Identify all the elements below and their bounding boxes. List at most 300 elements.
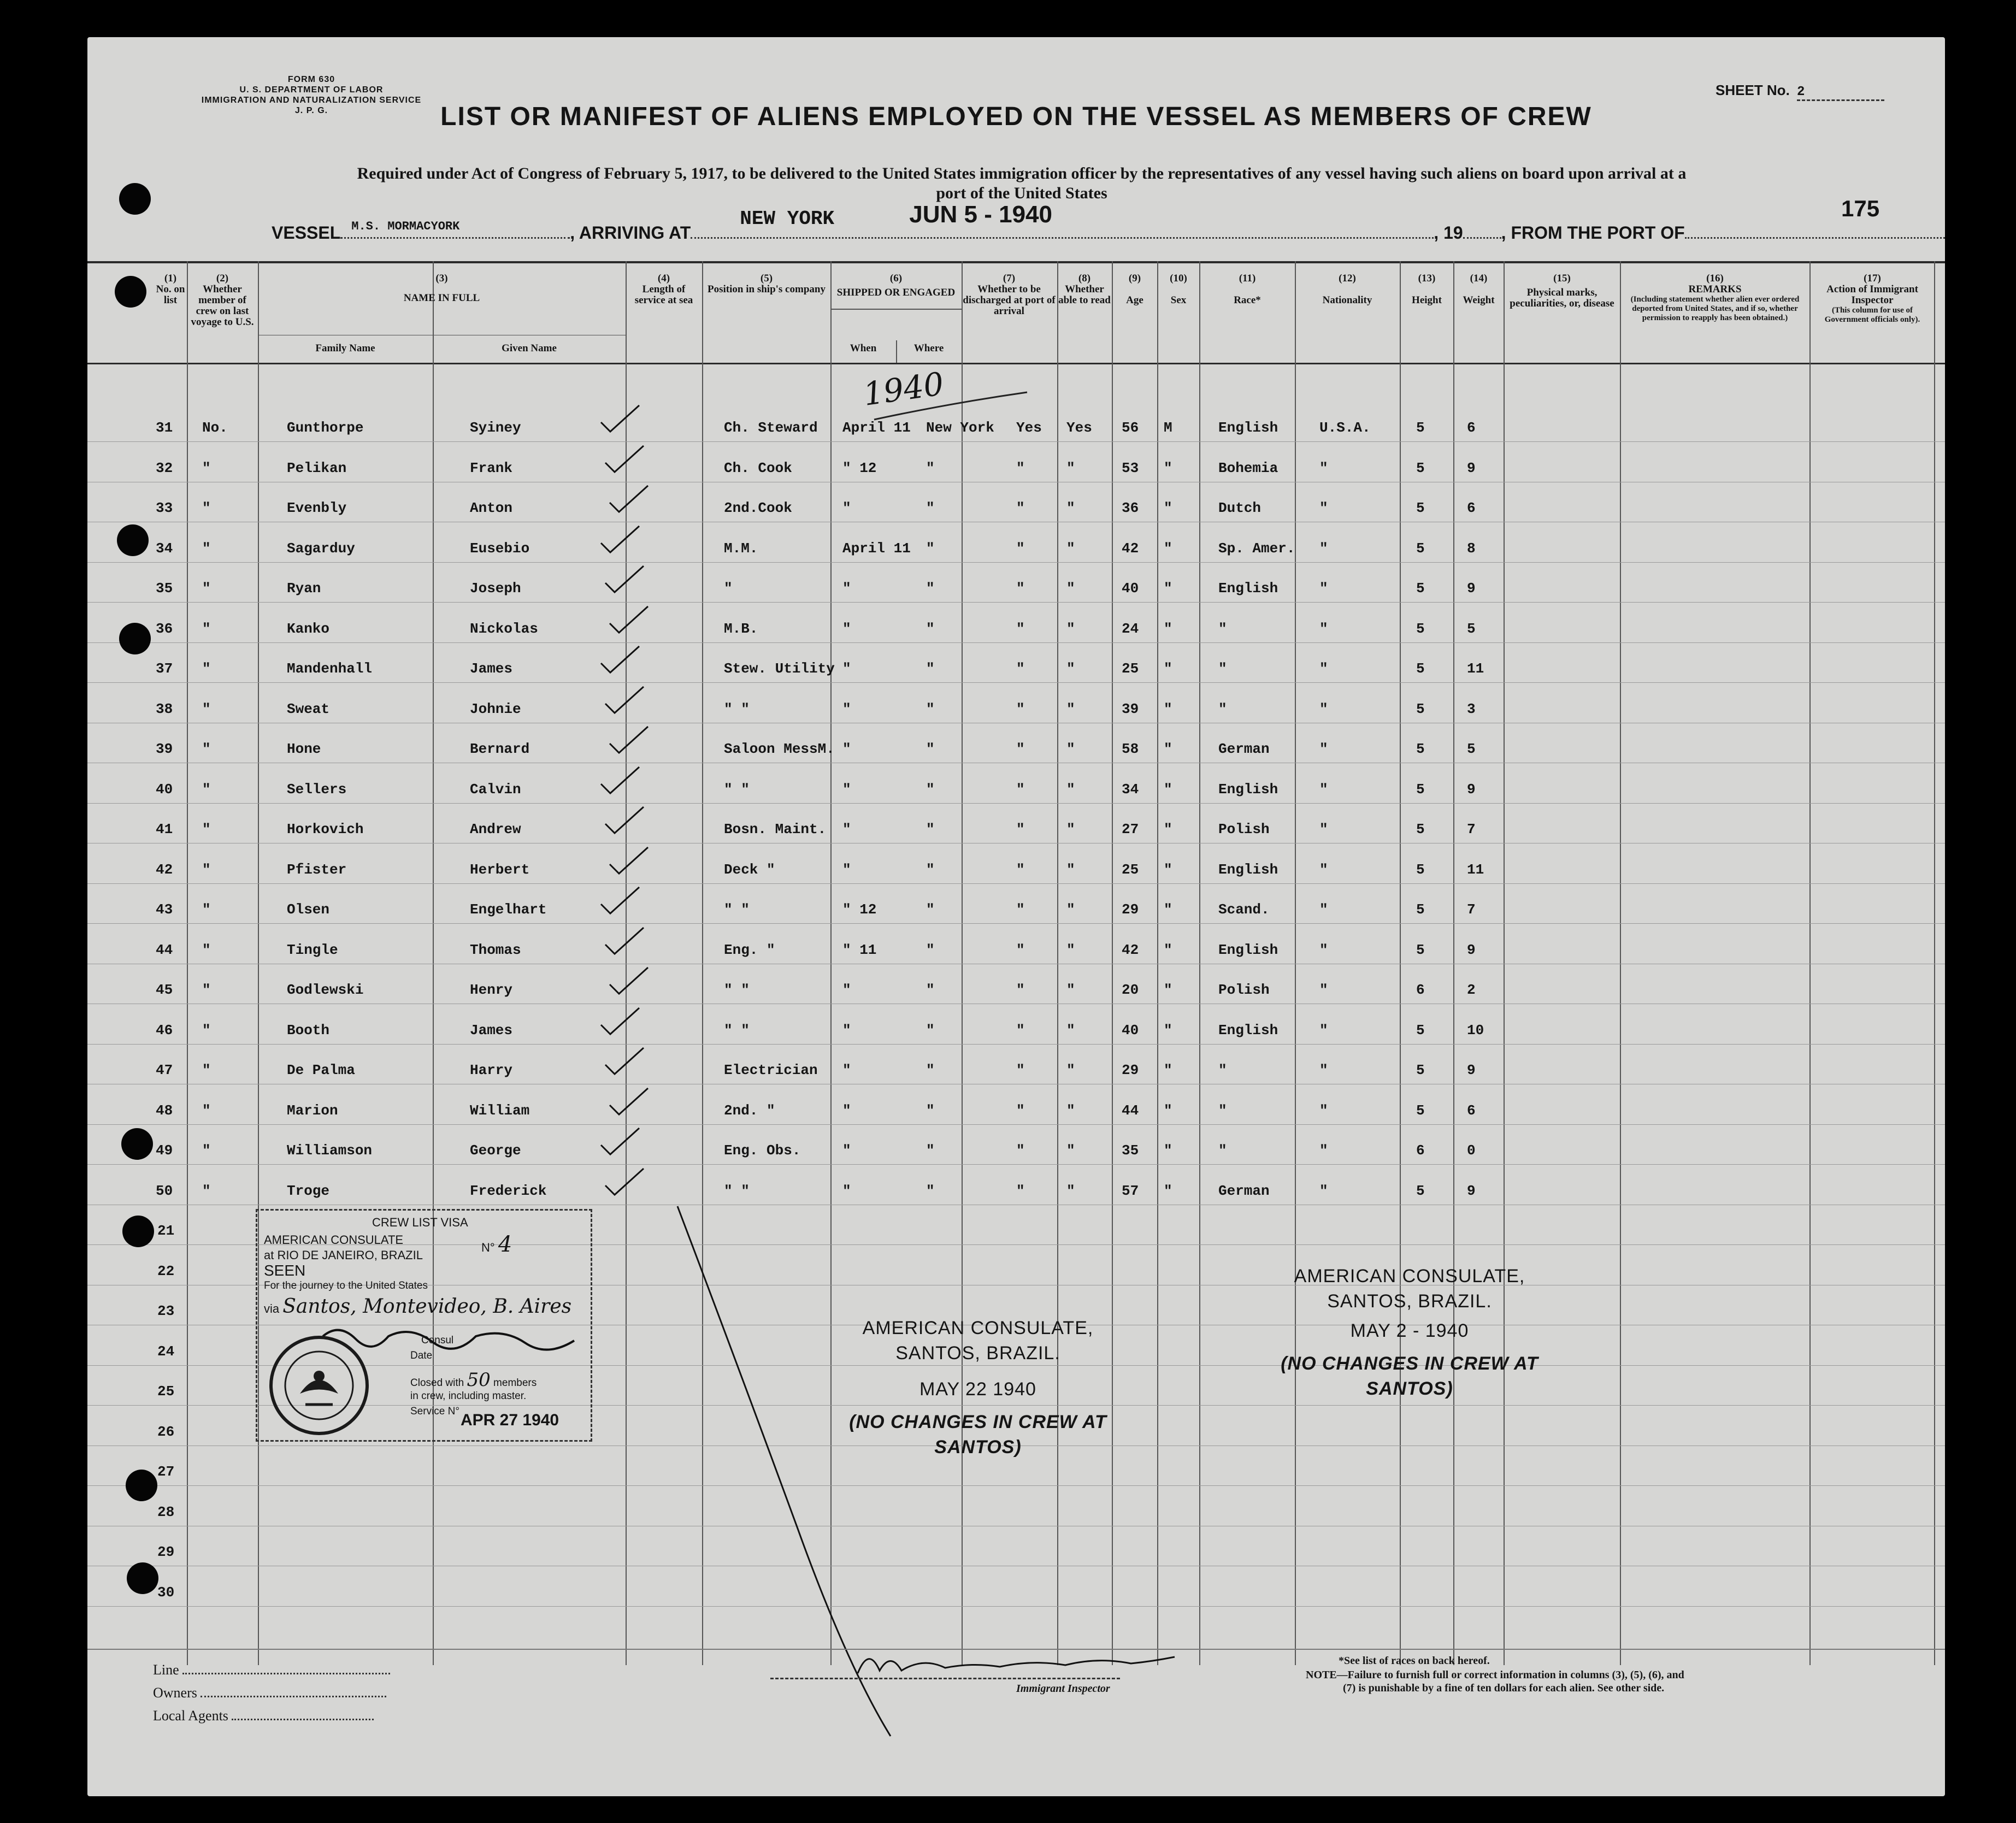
stamp-may22-line2: SANTOS, BRAZIL. xyxy=(895,1343,1060,1364)
crew-cell-discharged: " xyxy=(1016,1062,1025,1078)
crew-cell-last: " xyxy=(202,1182,211,1199)
crew-cell-race: English xyxy=(1218,420,1278,436)
col-header-last-voyage: (2) Whether member of crew on last voyage to U.S. xyxy=(191,273,254,328)
crew-cell-when: " 11 xyxy=(842,941,877,958)
col-header-inspector-action: (17) Action of Immigrant Inspector (This column for use of Government officials only). xyxy=(1824,273,1920,324)
crew-cell-sex: " xyxy=(1164,459,1172,476)
crew-cell-where: " xyxy=(926,1142,935,1159)
crew-cell-where: " xyxy=(926,1022,935,1039)
crew-cell-sex: " xyxy=(1164,1182,1172,1199)
col-header-no: (1) No. on list xyxy=(156,273,185,306)
crew-cell-nationality: " xyxy=(1319,700,1328,717)
check-mark-icon xyxy=(598,1006,642,1039)
inspector-signature-line xyxy=(770,1678,1120,1679)
crew-cell-read: Yes xyxy=(1066,420,1092,436)
row-rule xyxy=(87,883,1945,884)
crew-cell-nationality: " xyxy=(1319,1022,1328,1039)
consulate-stamp-may2 xyxy=(1240,1264,1579,1401)
crew-cell-position: " " xyxy=(724,901,750,918)
from-label: , FROM THE PORT OF xyxy=(1501,223,1685,243)
crew-cell-no: 41 xyxy=(156,821,173,837)
empty-row-number: 29 xyxy=(157,1544,175,1560)
crew-cell-family: Troge xyxy=(287,1182,330,1199)
crew-cell-position: Eng. " xyxy=(724,941,775,958)
page-number: 175 xyxy=(1841,196,1880,221)
crew-cell-height: 5 xyxy=(1416,580,1425,597)
check-mark-icon xyxy=(603,685,646,717)
col-header-discharged: (7) Whether to be discharged at port of arrival xyxy=(963,273,1056,317)
crew-cell-height: 5 xyxy=(1416,1022,1425,1039)
check-mark-icon xyxy=(598,403,642,436)
crew-cell-family: Ryan xyxy=(287,580,321,597)
crew-cell-sex: " xyxy=(1164,700,1172,717)
crew-cell-race: Polish xyxy=(1218,821,1270,837)
form-code: J. P. G. xyxy=(294,106,328,115)
crew-cell-height: 5 xyxy=(1416,700,1425,717)
visa-no-value: 4 xyxy=(498,1232,512,1257)
col-header-read: (8) Whether able to read xyxy=(1058,273,1111,306)
crew-cell-nationality: " xyxy=(1319,1062,1328,1078)
punch-hole xyxy=(122,1216,154,1247)
crew-cell-last: " xyxy=(202,620,211,637)
crew-cell-weight: 5 xyxy=(1467,620,1476,637)
crew-cell-given: Herbert xyxy=(470,861,530,878)
crew-cell-race: English xyxy=(1218,861,1278,878)
empty-row-number: 25 xyxy=(157,1383,175,1400)
crew-cell-height: 5 xyxy=(1416,941,1425,958)
crew-cell-nationality: " xyxy=(1319,821,1328,837)
stamp-may2-date: MAY 2 - 1940 xyxy=(1350,1320,1469,1341)
crew-cell-when: " xyxy=(842,1102,851,1119)
visa-via-label: via xyxy=(264,1302,280,1315)
check-mark-icon xyxy=(603,1046,646,1078)
crew-cell-race: English xyxy=(1218,580,1278,597)
empty-row-number: 22 xyxy=(157,1262,175,1279)
crew-cell-given: Frank xyxy=(470,459,513,476)
crew-cell-where: " xyxy=(926,580,935,597)
crew-cell-discharged: " xyxy=(1016,1102,1025,1119)
crew-cell-when: " 12 xyxy=(842,459,877,476)
crew-cell-no: 36 xyxy=(156,620,173,637)
empty-row-number: 30 xyxy=(157,1584,175,1601)
col-header-sex: (10) Sex xyxy=(1170,273,1187,306)
crew-cell-family: Olsen xyxy=(287,901,330,918)
crew-cell-given: James xyxy=(470,660,513,677)
form-number: FORM 630 xyxy=(287,75,335,84)
row-rule xyxy=(87,1164,1945,1165)
crew-cell-read: " xyxy=(1066,459,1075,476)
crew-cell-age: 25 xyxy=(1122,660,1139,677)
crew-cell-discharged: " xyxy=(1016,540,1025,557)
col-header-given-name: Given Name xyxy=(502,343,557,354)
arrival-date-stamp: JUN 5 - 1940 xyxy=(909,201,1052,228)
footer-note-line1: NOTE—Failure to furnish full or correct information in columns (3), (5), (6), and xyxy=(1306,1669,1684,1681)
crew-cell-height: 6 xyxy=(1416,982,1425,998)
row-rule xyxy=(87,602,1945,603)
crew-cell-given: Harry xyxy=(470,1062,513,1078)
crew-cell-given: Eusebio xyxy=(470,540,530,557)
crew-cell-family: Evenbly xyxy=(287,500,347,516)
crew-cell-family: Pfister xyxy=(287,861,347,878)
crew-cell-age: 34 xyxy=(1122,781,1139,798)
crew-cell-race: Dutch xyxy=(1218,500,1262,516)
crew-cell-last: " xyxy=(202,982,211,998)
stamp-may2-note: (NO CHANGES IN CREW AT SANTOS) xyxy=(1281,1353,1538,1399)
visa-service-date: APR 27 1940 xyxy=(461,1411,559,1429)
legal-requirement xyxy=(175,164,1868,203)
punch-hole xyxy=(119,183,151,215)
crew-cell-weight: 7 xyxy=(1467,901,1476,918)
crew-cell-height: 5 xyxy=(1416,540,1425,557)
crew-cell-nationality: " xyxy=(1319,1102,1328,1119)
crew-cell-nationality: " xyxy=(1319,741,1328,757)
crew-cell-position: " " xyxy=(724,1022,750,1039)
crew-cell-race: German xyxy=(1218,1182,1270,1199)
visa-crew-label: in crew, including master. xyxy=(410,1390,527,1402)
crew-cell-where: " xyxy=(926,1062,935,1078)
crew-cell-last: " xyxy=(202,821,211,837)
crew-cell-position: " " xyxy=(724,700,750,717)
col-header-nationality: (12) Nationality xyxy=(1322,273,1372,306)
check-mark-icon xyxy=(603,564,646,597)
crew-cell-where: " xyxy=(926,660,935,677)
col-header-age: (9) Age xyxy=(1126,273,1143,306)
crew-cell-age: 25 xyxy=(1122,861,1139,878)
consulate-stamp-may22 xyxy=(814,1315,1142,1460)
punch-hole xyxy=(121,1128,153,1160)
crew-cell-race: " xyxy=(1218,660,1227,677)
crew-cell-height: 5 xyxy=(1416,500,1425,516)
col-header-when: When xyxy=(850,343,877,354)
col-header-height: (13) Height xyxy=(1412,273,1442,306)
row-rule xyxy=(87,1485,1945,1486)
crew-cell-no: 45 xyxy=(156,982,173,998)
crew-cell-where: " xyxy=(926,540,935,557)
crew-cell-last: " xyxy=(202,861,211,878)
crew-cell-sex: " xyxy=(1164,660,1172,677)
crew-cell-discharged: " xyxy=(1016,1142,1025,1159)
crew-cell-given: James xyxy=(470,1022,513,1039)
crew-cell-when: " xyxy=(842,700,851,717)
crew-cell-age: 40 xyxy=(1122,1022,1139,1039)
crew-cell-no: 46 xyxy=(156,1022,173,1039)
check-mark-icon xyxy=(607,483,651,516)
check-mark-icon xyxy=(603,805,646,837)
crew-cell-when: " xyxy=(842,781,851,798)
crew-cell-family: Kanko xyxy=(287,620,330,637)
crew-cell-read: " xyxy=(1066,1182,1075,1199)
crew-cell-position: Ch. Cook xyxy=(724,459,792,476)
crew-cell-discharged: " xyxy=(1016,1182,1025,1199)
crew-cell-nationality: " xyxy=(1319,982,1328,998)
crew-cell-read: " xyxy=(1066,1102,1075,1119)
crew-cell-weight: 11 xyxy=(1467,861,1484,878)
visa-members-label: members xyxy=(493,1377,537,1389)
crew-cell-when: April 11 xyxy=(842,540,911,557)
check-mark-icon xyxy=(598,765,642,798)
crew-cell-nationality: " xyxy=(1319,901,1328,918)
empty-row-number: 26 xyxy=(157,1423,175,1440)
crew-cell-position: Deck " xyxy=(724,861,775,878)
crew-cell-when: " 12 xyxy=(842,901,877,918)
crew-cell-where: " xyxy=(926,901,935,918)
crew-cell-age: 29 xyxy=(1122,1062,1139,1078)
crew-cell-discharged: " xyxy=(1016,982,1025,998)
crew-cell-race: Sp. Amer. xyxy=(1218,540,1295,557)
handwritten-year: 1940 xyxy=(860,365,946,413)
punch-hole xyxy=(127,1562,158,1594)
crew-cell-position: 2nd.Cook xyxy=(724,500,792,516)
crew-cell-discharged: " xyxy=(1016,1022,1025,1039)
crew-cell-discharged: " xyxy=(1016,580,1025,597)
row-rule xyxy=(87,682,1945,683)
crew-cell-age: 27 xyxy=(1122,821,1139,837)
crew-cell-position: Stew. Utility xyxy=(724,660,835,677)
footer-note-line2: (7) is punishable by a fine of ten dollars for each alien. See other side. xyxy=(1343,1682,1665,1694)
crew-cell-height: 5 xyxy=(1416,741,1425,757)
crew-cell-height: 5 xyxy=(1416,781,1425,798)
crew-cell-nationality: U.S.A. xyxy=(1319,420,1371,436)
crew-cell-family: Mandenhall xyxy=(287,660,373,677)
crew-cell-last: " xyxy=(202,1142,211,1159)
col-header-physical-marks: (15) Physical marks, peculiarities, or, disease xyxy=(1510,273,1614,309)
crew-cell-family: Sweat xyxy=(287,700,330,717)
crew-cell-no: 50 xyxy=(156,1182,173,1199)
crew-cell-given: Nickolas xyxy=(470,620,538,637)
crew-cell-weight: 6 xyxy=(1467,500,1476,516)
crew-cell-no: 31 xyxy=(156,420,173,436)
crew-cell-last: " xyxy=(202,1102,211,1119)
crew-cell-race: " xyxy=(1218,1142,1227,1159)
crew-cell-age: 58 xyxy=(1122,741,1139,757)
crew-cell-no: 38 xyxy=(156,700,173,717)
col-header-weight: (14) Weight xyxy=(1463,273,1495,306)
crew-cell-read: " xyxy=(1066,781,1075,798)
crew-cell-weight: 9 xyxy=(1467,941,1476,958)
crew-cell-sex: " xyxy=(1164,982,1172,998)
footer-owners xyxy=(153,1682,386,1701)
empty-row-number: 24 xyxy=(157,1343,175,1360)
crew-cell-where: " xyxy=(926,459,935,476)
check-mark-icon xyxy=(598,1126,642,1159)
crew-cell-where: " xyxy=(926,500,935,516)
col-header-remarks: (16) REMARKS (Including statement whether alien ever ordered deported from United States, and if so, whether permission to reapply has been obtained.) xyxy=(1630,273,1800,322)
crew-cell-discharged: " xyxy=(1016,781,1025,798)
crew-cell-read: " xyxy=(1066,660,1075,677)
crew-cell-when: " xyxy=(842,1182,851,1199)
crew-cell-sex: " xyxy=(1164,1022,1172,1039)
crew-cell-no: 33 xyxy=(156,500,173,516)
crew-cell-race: " xyxy=(1218,1062,1227,1078)
crew-cell-race: Polish xyxy=(1218,982,1270,998)
crew-cell-position: 2nd. " xyxy=(724,1102,775,1119)
crew-cell-when: " xyxy=(842,500,851,516)
crew-cell-when: " xyxy=(842,1062,851,1078)
crew-cell-age: 35 xyxy=(1122,1142,1139,1159)
crew-cell-family: Hone xyxy=(287,741,321,757)
crew-cell-given: Engelhart xyxy=(470,901,547,918)
crew-cell-read: " xyxy=(1066,821,1075,837)
crew-cell-read: " xyxy=(1066,1142,1075,1159)
crew-cell-read: " xyxy=(1066,901,1075,918)
crew-cell-family: Booth xyxy=(287,1022,330,1039)
crew-cell-read: " xyxy=(1066,982,1075,998)
year-label: , 19 xyxy=(1434,223,1463,243)
stamp-may22-line1: AMERICAN CONSULATE, xyxy=(862,1318,1094,1338)
crew-cell-when: " xyxy=(842,821,851,837)
crew-cell-read: " xyxy=(1066,941,1075,958)
crew-cell-read: " xyxy=(1066,540,1075,557)
crew-cell-given: Thomas xyxy=(470,941,521,958)
visa-no xyxy=(481,1232,512,1257)
page-title: LIST OR MANIFEST OF ALIENS EMPLOYED ON THE VESSEL AS MEMBERS OF CREW xyxy=(440,102,1592,131)
stamp-may22-date: MAY 22 1940 xyxy=(919,1379,1036,1400)
crew-cell-age: 24 xyxy=(1122,620,1139,637)
legal-requirement-line1: Required under Act of Congress of February 5, 1917, to be delivered to the United States immigration officer by the representatives of any vessel having such aliens on board upon arrival at a xyxy=(357,164,1687,182)
empty-row-number: 27 xyxy=(157,1464,175,1480)
check-mark-icon xyxy=(607,845,651,878)
crew-cell-sex: " xyxy=(1164,781,1172,798)
crew-cell-no: 32 xyxy=(156,459,173,476)
crew-cell-age: 40 xyxy=(1122,580,1139,597)
visa-location: at RIO DE JANEIRO, BRAZIL xyxy=(264,1248,423,1262)
crew-cell-weight: 3 xyxy=(1467,700,1476,717)
row-rule xyxy=(87,642,1945,643)
row-rule xyxy=(87,1606,1945,1607)
punch-hole xyxy=(119,623,151,654)
table-top-rule xyxy=(87,261,1945,263)
crew-cell-family: Sellers xyxy=(287,781,347,798)
crew-cell-family: Williamson xyxy=(287,1142,373,1159)
crew-cell-given: Bernard xyxy=(470,741,530,757)
crew-cell-no: 47 xyxy=(156,1062,173,1078)
crew-cell-age: 20 xyxy=(1122,982,1139,998)
crew-cell-where: " xyxy=(926,700,935,717)
crew-cell-where: " xyxy=(926,1182,935,1199)
crew-cell-no: 34 xyxy=(156,540,173,557)
visa-seen: SEEN xyxy=(264,1262,306,1279)
crew-cell-race: " xyxy=(1218,1102,1227,1119)
crew-cell-position: Electrician xyxy=(724,1062,818,1078)
crew-cell-sex: " xyxy=(1164,540,1172,557)
crew-cell-position: " " xyxy=(724,982,750,998)
crew-cell-read: " xyxy=(1066,580,1075,597)
manifest-sheet xyxy=(87,37,1945,1796)
crew-cell-family: Sagarduy xyxy=(287,540,355,557)
crew-cell-age: 29 xyxy=(1122,901,1139,918)
crew-cell-last: " xyxy=(202,901,211,918)
crew-cell-position: " " xyxy=(724,1182,750,1199)
crew-cell-discharged: " xyxy=(1016,941,1025,958)
crew-cell-sex: " xyxy=(1164,821,1172,837)
arriving-port: NEW YORK xyxy=(740,208,835,230)
footer-owners-label: Owners xyxy=(153,1685,197,1701)
col-header-family-name: Family Name xyxy=(315,343,375,354)
crew-cell-read: " xyxy=(1066,861,1075,878)
footer-line-label: Line xyxy=(153,1662,179,1678)
crew-cell-no: 49 xyxy=(156,1142,173,1159)
crew-cell-weight: 9 xyxy=(1467,1182,1476,1199)
crew-cell-nationality: " xyxy=(1319,861,1328,878)
crew-list-visa-stamp xyxy=(256,1209,592,1442)
crew-cell-family: Horkovich xyxy=(287,821,364,837)
crew-cell-where: " xyxy=(926,982,935,998)
crew-cell-nationality: " xyxy=(1319,660,1328,677)
crew-cell-race: English xyxy=(1218,941,1278,958)
crew-cell-read: " xyxy=(1066,1022,1075,1039)
crew-cell-weight: 2 xyxy=(1467,982,1476,998)
crew-cell-nationality: " xyxy=(1319,1182,1328,1199)
sheet-value: 2 xyxy=(1797,85,1805,99)
crew-cell-position: M.B. xyxy=(724,620,758,637)
crew-cell-no: 42 xyxy=(156,861,173,878)
crew-cell-family: De Palma xyxy=(287,1062,355,1078)
inspector-label: Immigrant Inspector xyxy=(1016,1683,1110,1695)
crew-cell-given: Johnie xyxy=(470,700,521,717)
punch-hole xyxy=(126,1470,157,1501)
crew-cell-weight: 7 xyxy=(1467,821,1476,837)
crew-cell-last: " xyxy=(202,580,211,597)
crew-cell-weight: 8 xyxy=(1467,540,1476,557)
check-mark-icon xyxy=(603,1166,646,1199)
visa-date-label: Date xyxy=(410,1350,433,1361)
visa-service xyxy=(410,1404,459,1419)
empty-row-number: 23 xyxy=(157,1303,175,1319)
crew-cell-height: 5 xyxy=(1416,1182,1425,1199)
row-rule xyxy=(87,562,1945,563)
crew-cell-sex: " xyxy=(1164,580,1172,597)
crew-cell-race: " xyxy=(1218,620,1227,637)
crew-cell-height: 5 xyxy=(1416,821,1425,837)
crew-cell-age: 39 xyxy=(1122,700,1139,717)
crew-cell-discharged: Yes xyxy=(1016,420,1042,436)
punch-hole xyxy=(115,276,146,308)
crew-cell-age: 44 xyxy=(1122,1102,1139,1119)
crew-cell-position: Eng. Obs. xyxy=(724,1142,801,1159)
crew-cell-given: Henry xyxy=(470,982,513,998)
crew-cell-last: " xyxy=(202,781,211,798)
crew-cell-age: 42 xyxy=(1122,941,1139,958)
crew-cell-weight: 6 xyxy=(1467,420,1476,436)
visa-consulate: AMERICAN CONSULATE xyxy=(264,1233,404,1247)
crew-cell-discharged: " xyxy=(1016,741,1025,757)
footer-agents-label: Local Agents xyxy=(153,1708,228,1724)
crew-cell-weight: 9 xyxy=(1467,580,1476,597)
crew-cell-race: German xyxy=(1218,741,1270,757)
crew-cell-discharged: " xyxy=(1016,901,1025,918)
crew-cell-where: " xyxy=(926,781,935,798)
empty-row-number: 28 xyxy=(157,1503,175,1520)
crew-cell-height: 5 xyxy=(1416,861,1425,878)
department-name: U. S. DEPARTMENT OF LABOR xyxy=(239,85,384,95)
crew-cell-sex: " xyxy=(1164,1142,1172,1159)
crew-cell-height: 5 xyxy=(1416,660,1425,677)
crew-cell-discharged: " xyxy=(1016,620,1025,637)
crew-cell-sex: " xyxy=(1164,500,1172,516)
crew-cell-weight: 9 xyxy=(1467,1062,1476,1078)
crew-cell-family: Marion xyxy=(287,1102,338,1119)
visa-no-label: N° xyxy=(481,1241,495,1254)
visa-closed xyxy=(410,1369,537,1391)
crew-cell-last: " xyxy=(202,1062,211,1078)
crew-cell-race: Bohemia xyxy=(1218,459,1278,476)
crew-cell-discharged: " xyxy=(1016,700,1025,717)
crew-cell-weight: 11 xyxy=(1467,660,1484,677)
vessel-label: VESSEL xyxy=(272,223,341,243)
visa-via-value: Santos, Montevideo, B. Aires xyxy=(282,1295,572,1318)
crew-cell-when: " xyxy=(842,1142,851,1159)
row-rule xyxy=(87,1044,1945,1045)
